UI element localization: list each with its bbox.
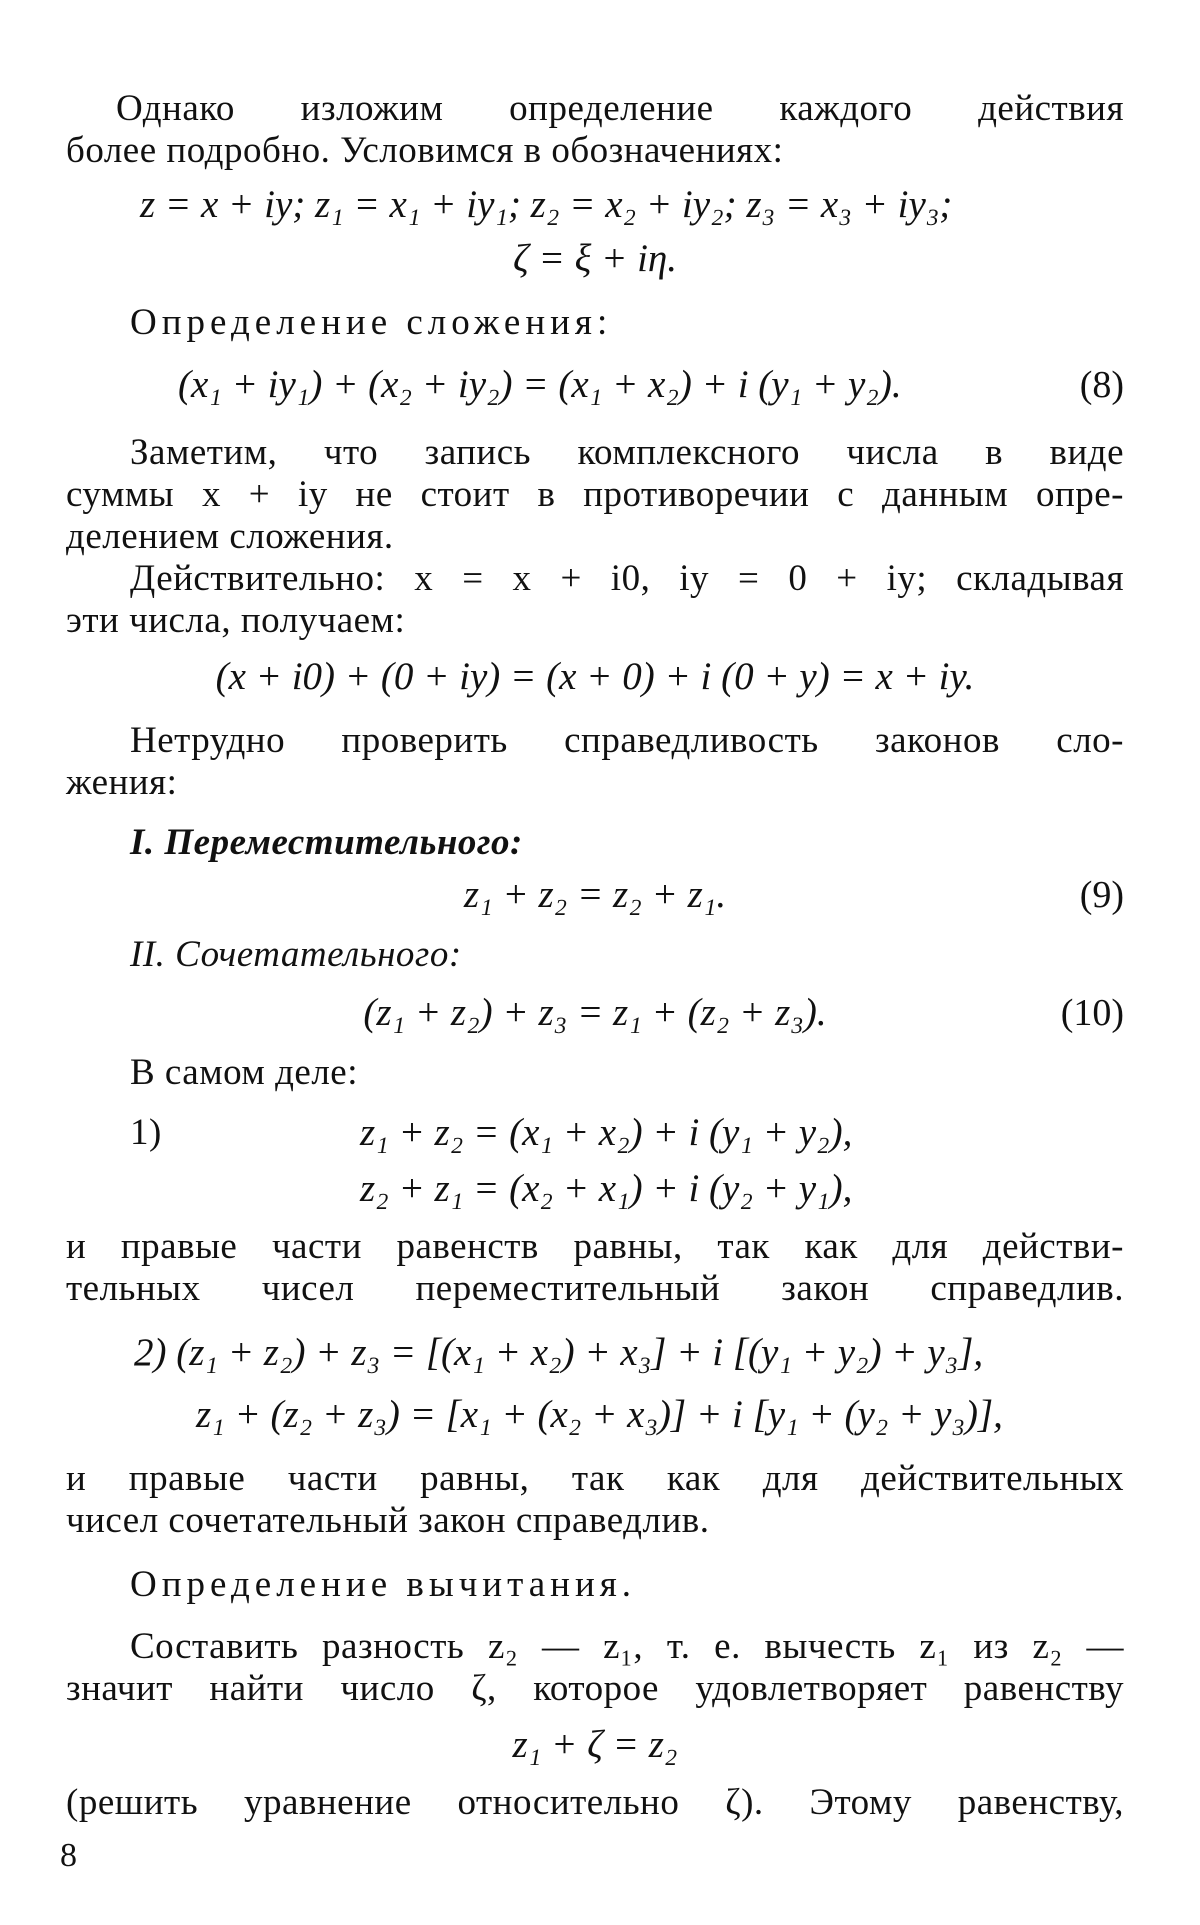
equation-item1-line1: z₁ + z₂ = (x₁ + x₂) + i (y₁ + y₂), (360, 1111, 853, 1154)
equation-item1-line2: z₂ + z₁ = (x₂ + x₁) + i (y₂ + y₁), (360, 1167, 853, 1210)
paragraph-line: суммы x + iy не стоит в противоречии с данным опре- (66, 474, 1124, 515)
paragraph-line: (решить уравнение относительно ζ). Этому равенству, (66, 1782, 1124, 1823)
equation-number: (8) (1079, 364, 1124, 406)
paragraph-line: Нетрудно проверить справедливость законов сло- (130, 720, 1124, 761)
equation-8: (x₁ + iy₁) + (x₂ + iy₂) = (x₁ + x₂) + i (y₁ + y₂). (178, 363, 902, 406)
equation-sum: (x + i0) + (0 + iy) = (x + 0) + i (0 + y) = x + iy. (215, 655, 975, 698)
section-heading-subtraction: Определение вычитания. (130, 1564, 637, 1605)
equation-subtraction: z₁ + ζ = z₂ (512, 1723, 678, 1766)
paragraph-line: Действительно: x = x + i0, iy = 0 + iy; складывая (130, 558, 1124, 599)
paragraph-line: Заметим, что запись комплексного числа в виде (130, 432, 1124, 473)
paragraph-line: чисел сочетательный закон справедлив. (66, 1500, 710, 1541)
item-label: 1) (130, 1112, 162, 1153)
section-heading-addition: Определение сложения: (130, 302, 613, 343)
law-heading-associative: II. Сочетательного: (130, 934, 462, 975)
equation-10: (z₁ + z₂) + z₃ = z₁ + (z₂ + z₃). (363, 991, 827, 1034)
paragraph-line: Однако изложим определение каждого действия (116, 88, 1124, 129)
equation-notation: ζ = ξ + iη. (512, 237, 678, 280)
equation-9: z₁ + z₂ = z₂ + z₁. (463, 873, 727, 916)
equation-item2-line2: z₁ + (z₂ + z₃) = [x₁ + (x₂ + x₃)] + i [y₁ + (y₂ + y₃)], (196, 1393, 1003, 1436)
paragraph-line: и правые части равенств равны, так как для действи- (66, 1226, 1124, 1267)
paragraph-line: тельных чисел переместительный закон справедлив. (66, 1268, 1124, 1309)
paragraph-line: значит найти число ζ, которое удовлетворяет равенству (66, 1668, 1124, 1709)
paragraph-line: Составить разность z₂ — z₁, т. е. вычесть z₁ из z₂ — (130, 1626, 1124, 1667)
paragraph-line: более подробно. Условимся в обозначениях: (66, 130, 784, 171)
paragraph-line: делением сложения. (66, 516, 394, 557)
equation-number: (10) (1060, 992, 1124, 1034)
equation-item2-line1: 2) (z₁ + z₂) + z₃ = [(x₁ + x₂) + x₃] + i [(y₁ + y₂) + y₃], (134, 1331, 984, 1374)
equation-number: (9) (1079, 874, 1124, 916)
law-heading-commutative: I. Переместительного: (130, 822, 523, 863)
paragraph-line: жения: (66, 762, 178, 803)
paragraph-line: и правые части равны, так как для действительных (66, 1458, 1124, 1499)
equation-notation: z = x + iy; z₁ = x₁ + iy₁; z₂ = x₂ + iy₂; z₃ = x₃ + iy₃; (140, 183, 953, 226)
page-number: 8 (60, 1837, 77, 1874)
paragraph-line: эти числа, получаем: (66, 600, 406, 641)
paragraph-line: В самом деле: (130, 1052, 359, 1093)
